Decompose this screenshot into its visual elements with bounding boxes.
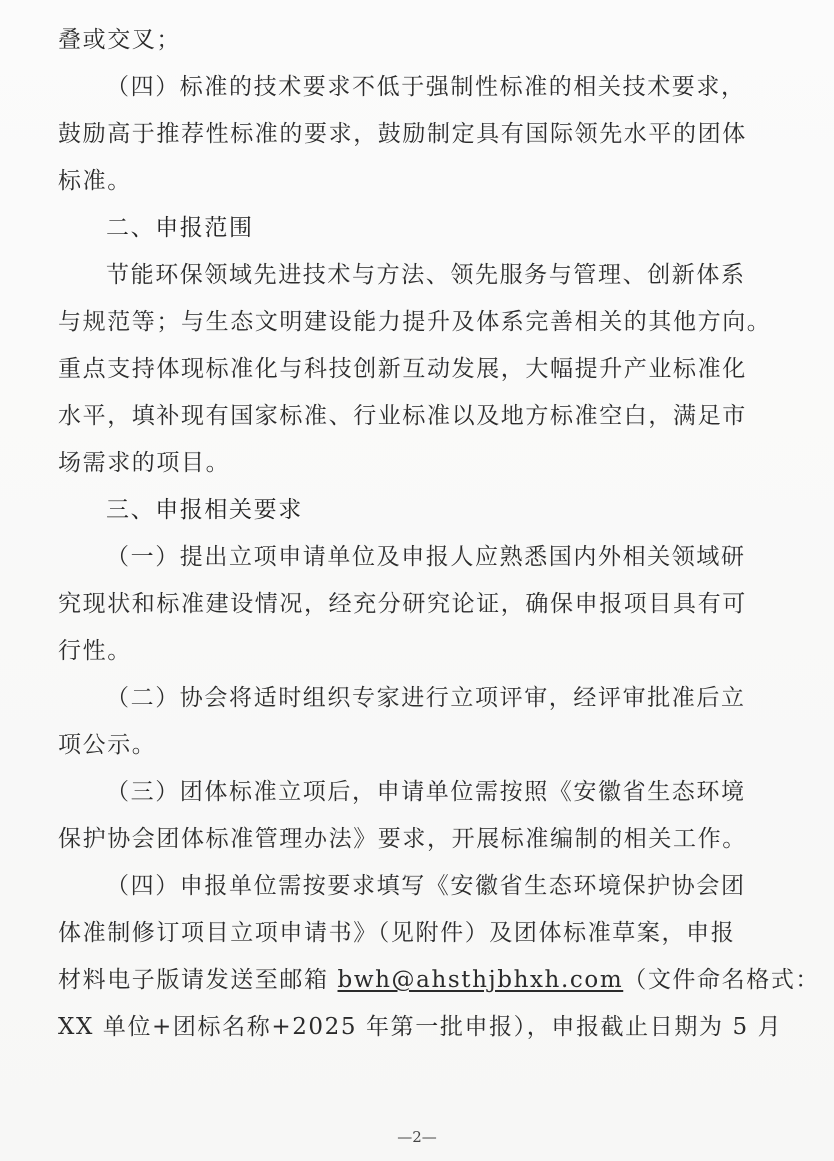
text-line: 场需求的项目。 [58,450,231,476]
section-heading-scope: 二、申报范围 [106,215,254,241]
text-line: （四）标准的技术要求不低于强制性标准的相关技术要求， [106,74,746,100]
text-line: （一）提出立项申请单位及申报人应熟悉国内外相关领域研 [106,544,746,570]
text-line: 水平，填补现有国家标准、行业标准以及地方标准空白，满足市 [58,403,747,429]
text-line: 鼓励高于推荐性标准的要求，鼓励制定具有国际领先水平的团体 [58,121,747,147]
text-line: 重点支持体现标准化与科技创新互动发展，大幅提升产业标准化 [58,356,747,382]
text-line: 行性。 [58,638,132,664]
text-line: XX 单位+团标名称+2025 年第一批申报），申报截止日期为 5 月 [58,1014,783,1040]
text-line: （四）申报单位需按要求填写《安徽省生态环境保护协会团 [106,873,746,899]
text-line: 节能环保领域先进技术与方法、领先服务与管理、创新体系 [106,262,746,288]
text-segment: 材料电子版请发送至邮箱 [58,967,338,993]
text-line: （三）团体标准立项后，申请单位需按照《安徽省生态环境 [106,779,746,805]
text-line: （二）协会将适时组织专家进行立项评审，经评审批准后立 [106,685,746,711]
email-link[interactable]: bwh@ahsthjbhxh.com [337,967,624,993]
text-line: 保护协会团体标准管理办法》要求，开展标准编制的相关工作。 [58,826,747,852]
text-line: 标准。 [58,168,132,194]
text-line: 究现状和标准建设情况，经充分研究论证，确保申报项目具有可 [58,591,747,617]
text-segment: （文件命名格式： [623,967,821,993]
text-line [58,957,821,1004]
text-line: 项公示。 [58,732,157,758]
text-line: 体准制修订项目立项申请书》（见附件）及团体标准草案，申报 [58,920,736,946]
document-body [58,17,821,1051]
section-heading-requirements: 三、申报相关要求 [106,497,303,523]
text-line: 叠或交叉； [58,27,181,53]
page-number: —2— [397,1128,437,1146]
text-line: 与规范等；与生态文明建设能力提升及体系完善相关的其他方向。 [58,309,772,335]
